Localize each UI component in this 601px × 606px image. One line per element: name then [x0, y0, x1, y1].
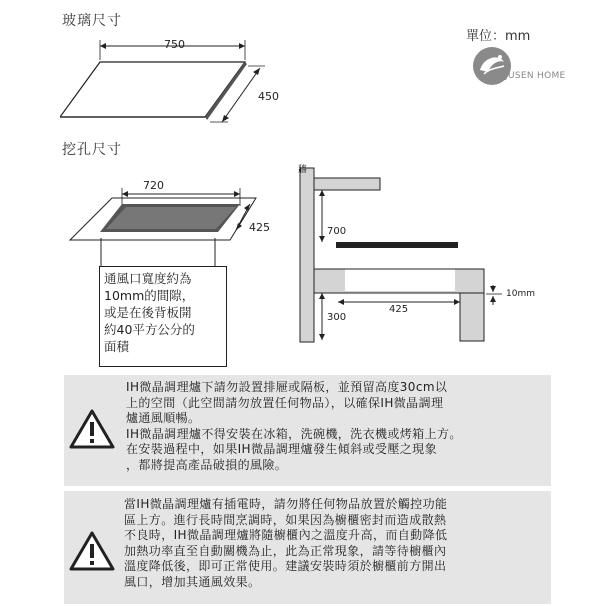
warning-text-1: IH微晶調理爐下請勿設置排屜或隔板，並預留高度30cm以 上的空間（此空間請勿放置任何物品），以確保IH微晶調理 爐通風順暢。 IH微晶調理爐不得安裝在冰箱，洗碗機，洗衣機或烤箱上方。 在安裝過程中，如果IH微晶調理爐發生傾斜或受壓之現象 ，都將提高產品破損的風險。 [126, 380, 462, 472]
cutout-size-title: 挖孔尺寸 [62, 142, 122, 158]
note-line: 面積 [104, 339, 130, 354]
note-line: 約40平方公分的 [104, 322, 195, 337]
note-line: 或是在後背板開 [104, 305, 192, 320]
glass-size-title: 玻璃尺寸 [62, 13, 122, 29]
cutout-guide-lines [95, 238, 225, 268]
unit-label: 單位：mm [466, 29, 531, 44]
glass-depth-label: 450 [258, 90, 279, 103]
warning-text-2: 當IH微晶調理爐有插電時，請勿將任何物品放置於觸控功能 區上方。進行長時間烹調時，如果因為櫥櫃密封而造成散熱 不良時，IH微晶調理爐將隨櫥櫃內之溫度升高，而自動降低 加熱功率直至自動關機為止，此為正常現象，請等待櫥櫃內 溫度降低後，即可正常使用。建議安裝時須於櫥櫃前方開出 風口，增加其通風效果。 [124, 497, 448, 589]
warning-triangle-icon [68, 407, 116, 451]
note-line: 10mm的間隙， [104, 288, 195, 303]
install-lower-height-label: 300 [327, 312, 347, 323]
install-gap-label: 10mm [506, 289, 535, 299]
brand-logo-icon [470, 44, 514, 88]
cutout-width-label: 720 [143, 179, 164, 192]
brand-name: JUSEN HOME [505, 71, 566, 81]
cutout-depth-label: 425 [249, 221, 270, 234]
warning-panel-2 [64, 491, 551, 604]
install-depth-label: 425 [389, 304, 409, 315]
ventilation-note [99, 266, 227, 367]
note-line: 通風口寬度約為 [104, 271, 192, 286]
warning-triangle-icon [68, 529, 116, 573]
glass-width-label: 750 [164, 38, 185, 51]
install-height-label: 700 [327, 226, 347, 237]
warning-panel-1 [64, 375, 551, 486]
wall-label: 牆 [298, 165, 308, 175]
